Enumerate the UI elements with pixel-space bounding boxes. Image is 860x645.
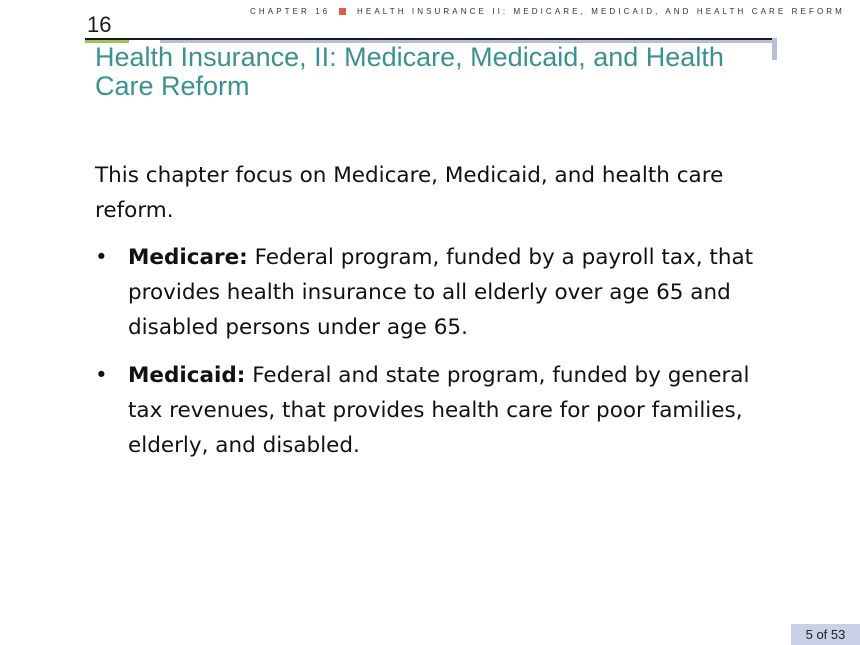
- bullet-icon: •: [95, 245, 108, 270]
- running-header: [250, 7, 858, 16]
- bullet-icon: •: [95, 363, 108, 388]
- slide-title: Health Insurance, II: Medicare, Medicaid, and Health Care Reform: [95, 42, 724, 101]
- square-bullet-icon: [339, 8, 346, 15]
- running-header-chapter: CHAPTER 16: [250, 7, 331, 16]
- bullet-text: Federal and state program, funded by general tax revenues, that provides health care for poor families, elderly, and disabled.: [128, 363, 750, 458]
- slide-body: [95, 158, 755, 476]
- page-indicator: 5 of 53: [791, 624, 860, 645]
- bullet-term: Medicaid:: [128, 363, 246, 388]
- intro-paragraph: This chapter focus on Medicare, Medicaid, and health care reform.: [95, 163, 724, 223]
- bullet-text: Federal program, funded by a payroll tax, that provides health insurance to all elderly over age 65 and disabled persons under age 65.: [128, 245, 754, 340]
- bullet-list: [95, 240, 755, 463]
- running-header-subject: HEALTH INSURANCE II: MEDICARE, MEDICAID, AND HEALTH CARE REFORM: [357, 7, 845, 16]
- bullet-medicare: [95, 240, 755, 345]
- bullet-term: Medicare:: [128, 245, 248, 270]
- chapter-number: 16: [87, 12, 112, 37]
- bullet-medicaid: [95, 358, 755, 463]
